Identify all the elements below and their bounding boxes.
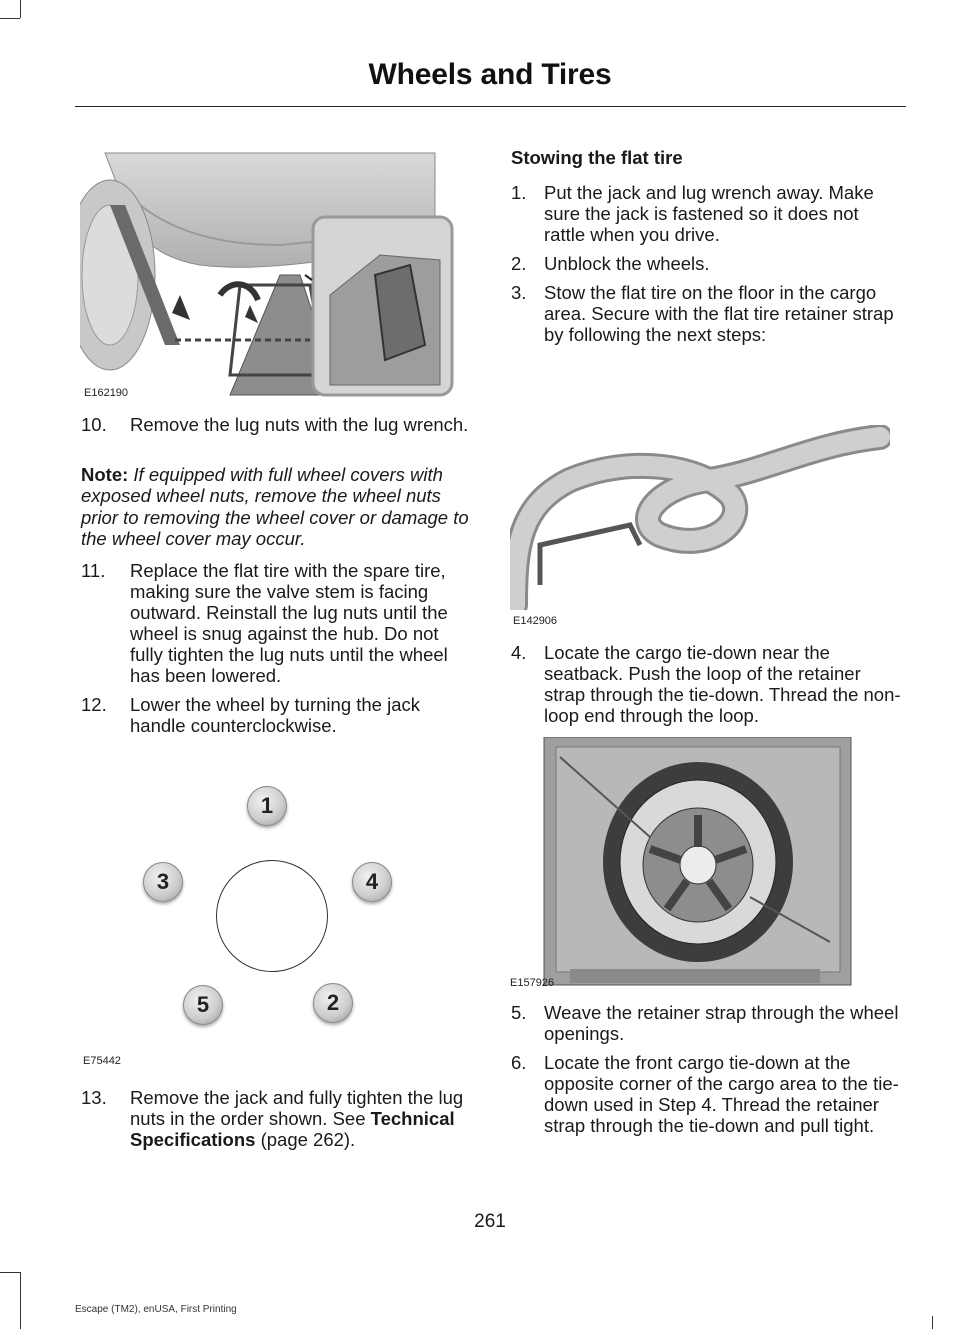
figure-label: E157926: [510, 977, 555, 989]
step-text: Put the jack and lug wrench away. Make sure the jack is fastened so it does not rattle when you drive.: [544, 182, 874, 245]
step-text-part: Remove the jack and fully tighten the lug nuts in the order shown. See: [130, 1087, 464, 1129]
jack-icon: [80, 145, 460, 405]
step-number: 2.: [511, 253, 527, 274]
figure-label: E162190: [84, 387, 129, 399]
step-5: [511, 1002, 903, 1046]
step-3: [511, 282, 901, 368]
crop-mark: [20, 1272, 21, 1329]
step-10: [81, 414, 473, 458]
step-number: 4.: [511, 642, 527, 663]
step-text: Weave the retainer strap through the wheel openings.: [544, 1002, 899, 1044]
lug-nut-5: 5: [183, 985, 223, 1025]
spare-tire-icon: [510, 737, 855, 987]
technical-specifications-link[interactable]: Technical Specifications: [130, 1108, 455, 1150]
step-text: Lower the wheel by turning the jack handle counterclockwise.: [130, 694, 421, 736]
footer-printing: Escape (TM2), enUSA, First Printing: [75, 1304, 237, 1315]
strap-icon: [510, 425, 890, 610]
crop-mark: [0, 18, 20, 19]
note-paragraph: [81, 464, 473, 549]
step-11: [81, 560, 473, 688]
step-4: [511, 642, 903, 728]
step-number: 12.: [81, 694, 107, 715]
step-1: [511, 182, 901, 246]
title-rule: [75, 106, 906, 107]
step-text: [130, 1087, 473, 1150]
figure-label: E75442: [83, 1055, 121, 1067]
step-number: 6.: [511, 1052, 527, 1073]
crop-mark: [0, 1272, 20, 1273]
section-title: Stowing the flat tire: [511, 147, 683, 168]
step-text: Locate the cargo tie-down near the seatback. Push the loop of the retainer strap through the tie-down. Thread the non-loop end through the loop.: [544, 642, 901, 726]
page-title: Wheels and Tires: [368, 58, 612, 91]
step-number: 3.: [511, 282, 527, 303]
hub-circle: [216, 860, 328, 972]
step-text: Stow the flat tire on the floor in the cargo area. Secure with the flat tire retainer strap by following the next steps:: [544, 282, 894, 345]
lug-nut-2: 2: [313, 983, 353, 1023]
lug-nut-4: 4: [352, 862, 392, 902]
step-text: Unblock the wheels.: [544, 253, 710, 274]
cargo-area-illustration: [510, 737, 855, 992]
step-text: Remove the lug nuts with the lug wrench.: [130, 414, 469, 435]
jack-illustration: [80, 145, 460, 405]
lug-nut-1: 1: [247, 786, 287, 826]
step-text: Replace the flat tire with the spare tire, making sure the valve stem is facing outward. Reinstall the lug nuts until the wheel is snug against the hub. Do not fully tighten the lug nuts until the wheel has been lowered.: [130, 560, 448, 686]
step-text-part: (page 262).: [255, 1129, 356, 1150]
step-2: [511, 253, 901, 275]
retainer-strap-illustration: [510, 425, 890, 635]
crop-mark: [20, 0, 21, 18]
step-number: 10.: [81, 414, 107, 435]
note-text: If equipped with full wheel covers with exposed wheel nuts, remove the wheel nuts prior to removing the wheel cover or damage to the wheel cover may occur.: [81, 464, 469, 549]
step-number: 13.: [81, 1087, 107, 1108]
lug-nut-3: 3: [143, 862, 183, 902]
step-number: 11.: [81, 560, 106, 581]
step-12: [81, 694, 473, 738]
figure-label: E142906: [513, 615, 558, 627]
crop-mark: [932, 1316, 933, 1329]
step-text: Locate the front cargo tie-down at the opposite corner of the cargo area to the tie-down used in Step 4. Thread the retainer strap through the tie-down and pull tight.: [544, 1052, 899, 1136]
lug-nut-order-diagram: [80, 770, 460, 1070]
page-number: 261: [474, 1211, 506, 1232]
step-13: [81, 1087, 473, 1173]
step-6: [511, 1052, 903, 1160]
step-number: 1.: [511, 182, 527, 203]
note-label: Note:: [81, 464, 129, 485]
step-number: 5.: [511, 1002, 527, 1023]
